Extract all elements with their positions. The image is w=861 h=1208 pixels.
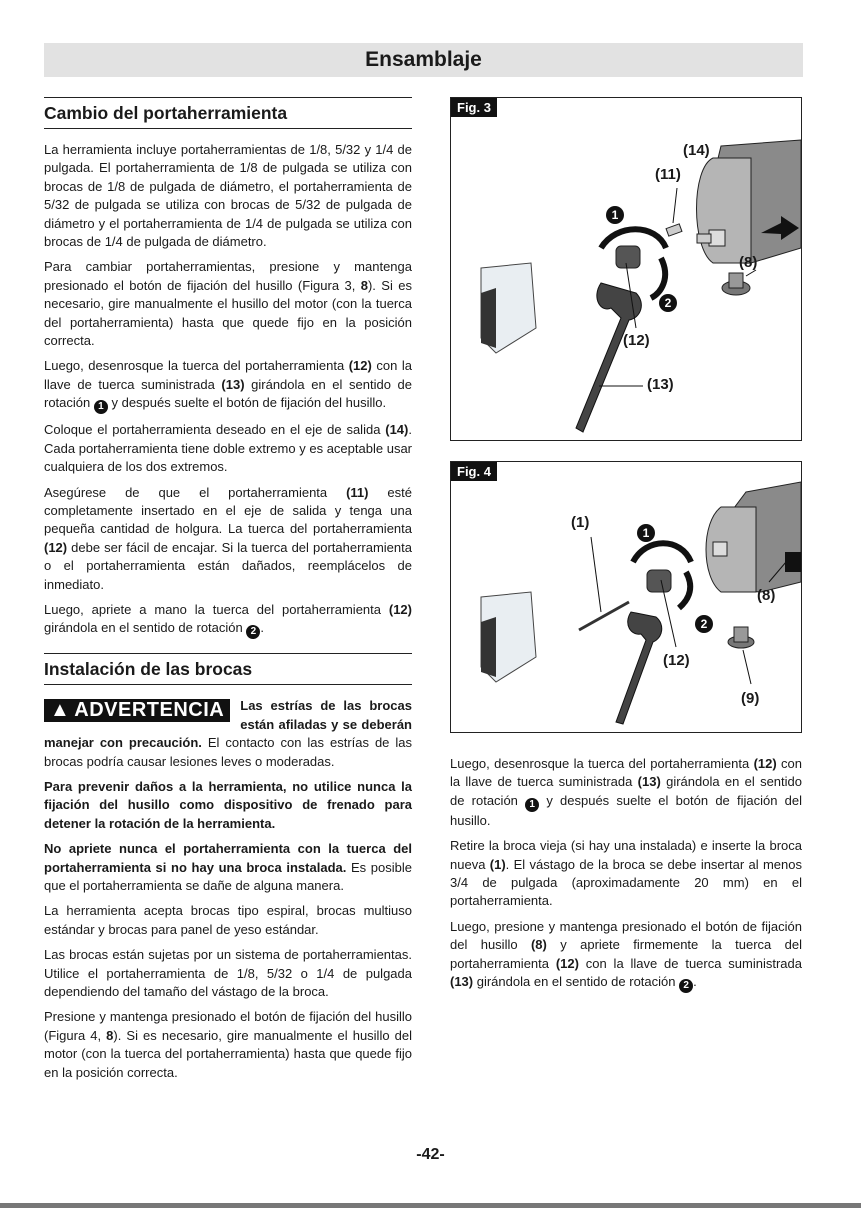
paragraph: Luego, presione y mantenga presionado el botón de fijación del husillo (8) y apriete firmemente la tuerca del portaherramienta (12) con la llave de tuerca suministrada (13) girándola en el sentido de rotación 2 . <box>450 918 802 992</box>
warning-badge: ▲ ADVERTENCIA <box>44 699 230 721</box>
paragraph: Para prevenir daños a la herramienta, no utilice nunca la fijación del husillo como dispositivo de frenado para detener la rotación de la herramienta. <box>44 778 412 831</box>
paragraph: Presione y mantenga presionado el botón de fijación del husillo (Figura 4, 8). Si es necesario, gire manualmente el husillo del motor (con la tuerca del portaherramienta) hasta que quede fijo en la posición correcta. <box>44 1009 412 1080</box>
paragraph: La herramienta incluye portaherramientas de 1/8, 5/32 y 1/4 de pulgada. El portaherramienta de 1/8 de pulgada se utiliza con brocas de 1/8 de pulgada de diámetro, el portaherramienta de 5/32 de pulgada se utiliza con brocas de 5/32 de pulgada de diámetro y el portaherramienta de 1/4 de pulgada se utiliza con brocas de 1/4 de pulgada de diámetro. <box>44 142 412 250</box>
figure-3 <box>450 97 802 441</box>
paragraph: Las brocas están sujetas por un sistema de portaherramientas. Utilice el portaherramienta de 1/8, 5/32 o 1/4 de pulgada dependiendo del tamaño del vástago de la broca. <box>44 947 412 1000</box>
callout-11: (11) <box>655 166 681 183</box>
paragraph: Asegúrese de que el portaherramienta (11) esté completamente insertado en el eje de salida y tenga una pequeña cantidad de holgura. La tuerca del portaherramienta (12) debe ser fácil de encajar. Si la tuerca del portaherramienta o el portaherramienta están dañados, reemplácelos de inmediato. <box>44 484 412 592</box>
callout-9: (9) <box>741 690 760 707</box>
paragraph: La herramienta acepta brocas tipo espiral, brocas multiuso estándar y brocas para panel de yeso estándar. <box>44 903 412 937</box>
step-1-icon: 1 <box>606 206 624 224</box>
step-2-icon: 2 <box>659 294 677 312</box>
paragraph: Luego, desenrosque la tuerca del portaherramienta (12) con la llave de tuerca suministrada (13) girándola en el sentido de rotación 1 y después suelte el botón de fijación del husillo. <box>44 358 412 413</box>
left-column <box>44 97 412 1089</box>
callout-8: (8) <box>757 587 776 604</box>
page-number: -42- <box>416 1146 445 1163</box>
right-column <box>450 97 802 1000</box>
figure-4 <box>450 461 802 733</box>
section-title-bit-install: Instalación de las brocas <box>44 653 412 685</box>
paragraph: Retire la broca vieja (si hay una instalada) e inserte la broca nueva (1). El vástago de la broca se debe insertar al menos 3/4 de pulgada (aproximadamente 20 mm) en el portaherramienta. <box>450 838 802 909</box>
step-2-icon: 2 <box>246 625 260 639</box>
paragraph: No apriete nunca el portaherramienta con la tuerca del portaherramienta si no hay una broca instalada. Es posible que el portaherramienta se dañe de alguna manera. <box>44 841 413 893</box>
callout-14: (14) <box>683 142 710 159</box>
paragraph: Luego, apriete a mano la tuerca del portaherramienta (12) girándola en el sentido de rotación 2 . <box>44 601 412 638</box>
page-header <box>44 43 803 77</box>
callout-12: (12) <box>623 332 650 349</box>
paragraph: Luego, desenrosque la tuerca del portaherramienta (12) con la llave de tuerca suministrada (13) girándola en el sentido de rotación 1 y después suelte el botón de fijación del husillo. <box>450 756 803 828</box>
callout-13: (13) <box>647 376 674 393</box>
callout-8: (8) <box>739 254 758 271</box>
callout-12: (12) <box>663 652 690 669</box>
callout-1: (1) <box>571 514 590 531</box>
step-2-icon: 2 <box>679 979 693 993</box>
step-2-icon: 2 <box>695 615 713 633</box>
figure-3-tag: Fig. 3 <box>451 98 497 117</box>
paragraph: Coloque el portaherramienta deseado en el eje de salida (14). Cada portaherramienta tiene doble extremo y es aceptable usar cualquiera de los dos extremos. <box>44 422 412 475</box>
warning-triangle-icon: ▲ <box>50 699 71 722</box>
step-1-icon: 1 <box>525 798 539 812</box>
step-1-icon: 1 <box>94 400 108 414</box>
figure-4-tag: Fig. 4 <box>451 462 497 481</box>
step-1-icon: 1 <box>637 524 655 542</box>
paragraph: Para cambiar portaherramientas, presione y mantenga presionado el botón de fijación del husillo (Figura 3, 8). Si es necesario, gire manualmente el husillo del motor (con la tuerca del portaherramienta) hasta que quede fijo en la posición correcta. <box>44 259 412 349</box>
warning-paragraph: ▲ ADVERTENCIA Las estrías de las brocas están afiladas y se deberán manejar con precaución. El contacto con las estrías de las brocas podría causar lesiones leves o moderadas. <box>44 698 412 769</box>
footer-rule <box>0 1203 861 1208</box>
header-title: Ensamblaje <box>365 48 482 71</box>
section-title-chuck-change: Cambio del portaherramienta <box>44 97 412 129</box>
